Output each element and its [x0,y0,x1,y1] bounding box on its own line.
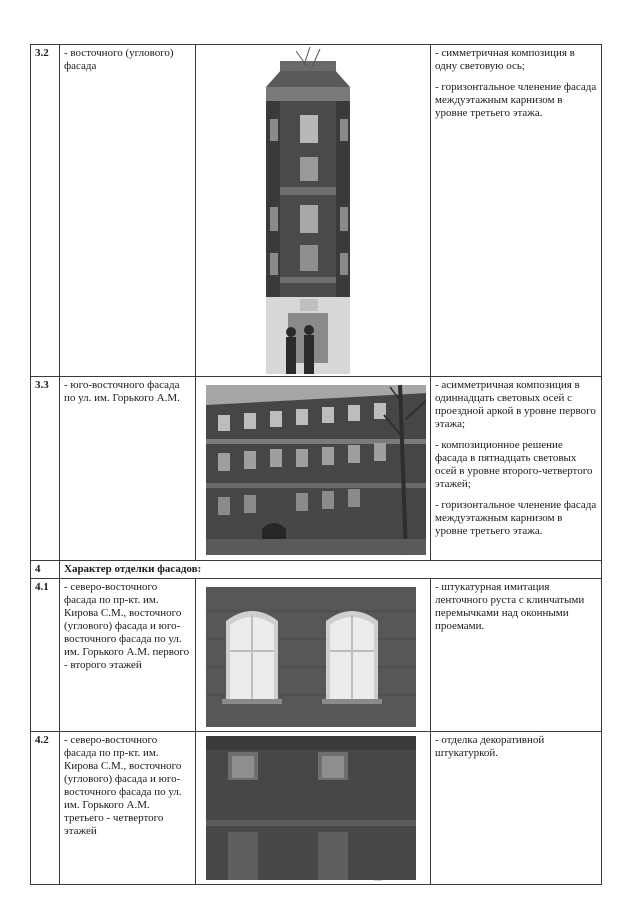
corner-facade-photo-image [200,47,426,374]
photo-decorative-plaster [200,734,426,882]
row-number: 3.3 [31,377,60,561]
description-cell [431,377,602,561]
facade-name: - северо-восточного фасада по пр-кт. им. Кирова С.М., восточного (углового) фасада и юго-восточного фасада по ул. им. Горького А.М. третьего - четвертого этажей [60,732,196,885]
section-title: Характер отделки фасадов: [60,561,602,579]
table-row [31,732,602,885]
photo-cell [196,579,431,732]
facade-name: - юго-восточного фасада по ул. им. Горького А.М. [60,377,196,561]
row-number: 4.1 [31,579,60,732]
decorative-plaster-photo-image [200,734,426,882]
facade-name: - северо-восточного фасада по пр-кт. им. Кирова С.М., восточного (углового) фасада и юго-восточного фасада по ул. им. Горького А.М. первого - второго этажей [60,579,196,732]
description-cell [431,579,602,732]
southeast-facade-photo-image [200,379,426,558]
section-number: 4 [31,561,60,579]
photo-cell [196,45,431,377]
table-row [31,45,602,377]
rustication-photo-image [200,581,426,729]
page-mark [374,880,382,881]
description-item: - асимметричная композиция в одиннадцать световых осей с проездной аркой в уровне первого этажа; [435,379,596,430]
description-cell [431,45,602,377]
description-item: - симметричная композиция в одну световую ось; [435,47,575,72]
facade-table [30,44,602,885]
table-row [31,579,602,732]
photo-cell [196,377,431,561]
photo-southeast-facade [200,379,426,558]
description-item: - горизонтальное членение фасада междуэтажным карнизом в уровне третьего этажа. [435,499,597,537]
description-item: - композиционное решение фасада в пятнадцать световых осей в уровне второго-четвертого этажей; [435,439,593,490]
description-item: - штукатурная имитация ленточного руста с клинчатыми перемычками над оконными проемами. [435,581,585,632]
photo-cell [196,732,431,885]
photo-rustication [200,581,426,729]
facade-name: - восточного (углового) фасада [60,45,196,377]
photo-corner-facade [200,47,426,374]
table-row [31,377,602,561]
description-cell [431,732,602,885]
description-item: - горизонтальное членение фасада междуэтажным карнизом в уровне третьего этажа. [435,81,597,119]
description-item: - отделка декоративной штукатуркой. [435,734,545,759]
row-number: 4.2 [31,732,60,885]
section-row [31,561,602,579]
row-number: 3.2 [31,45,60,377]
